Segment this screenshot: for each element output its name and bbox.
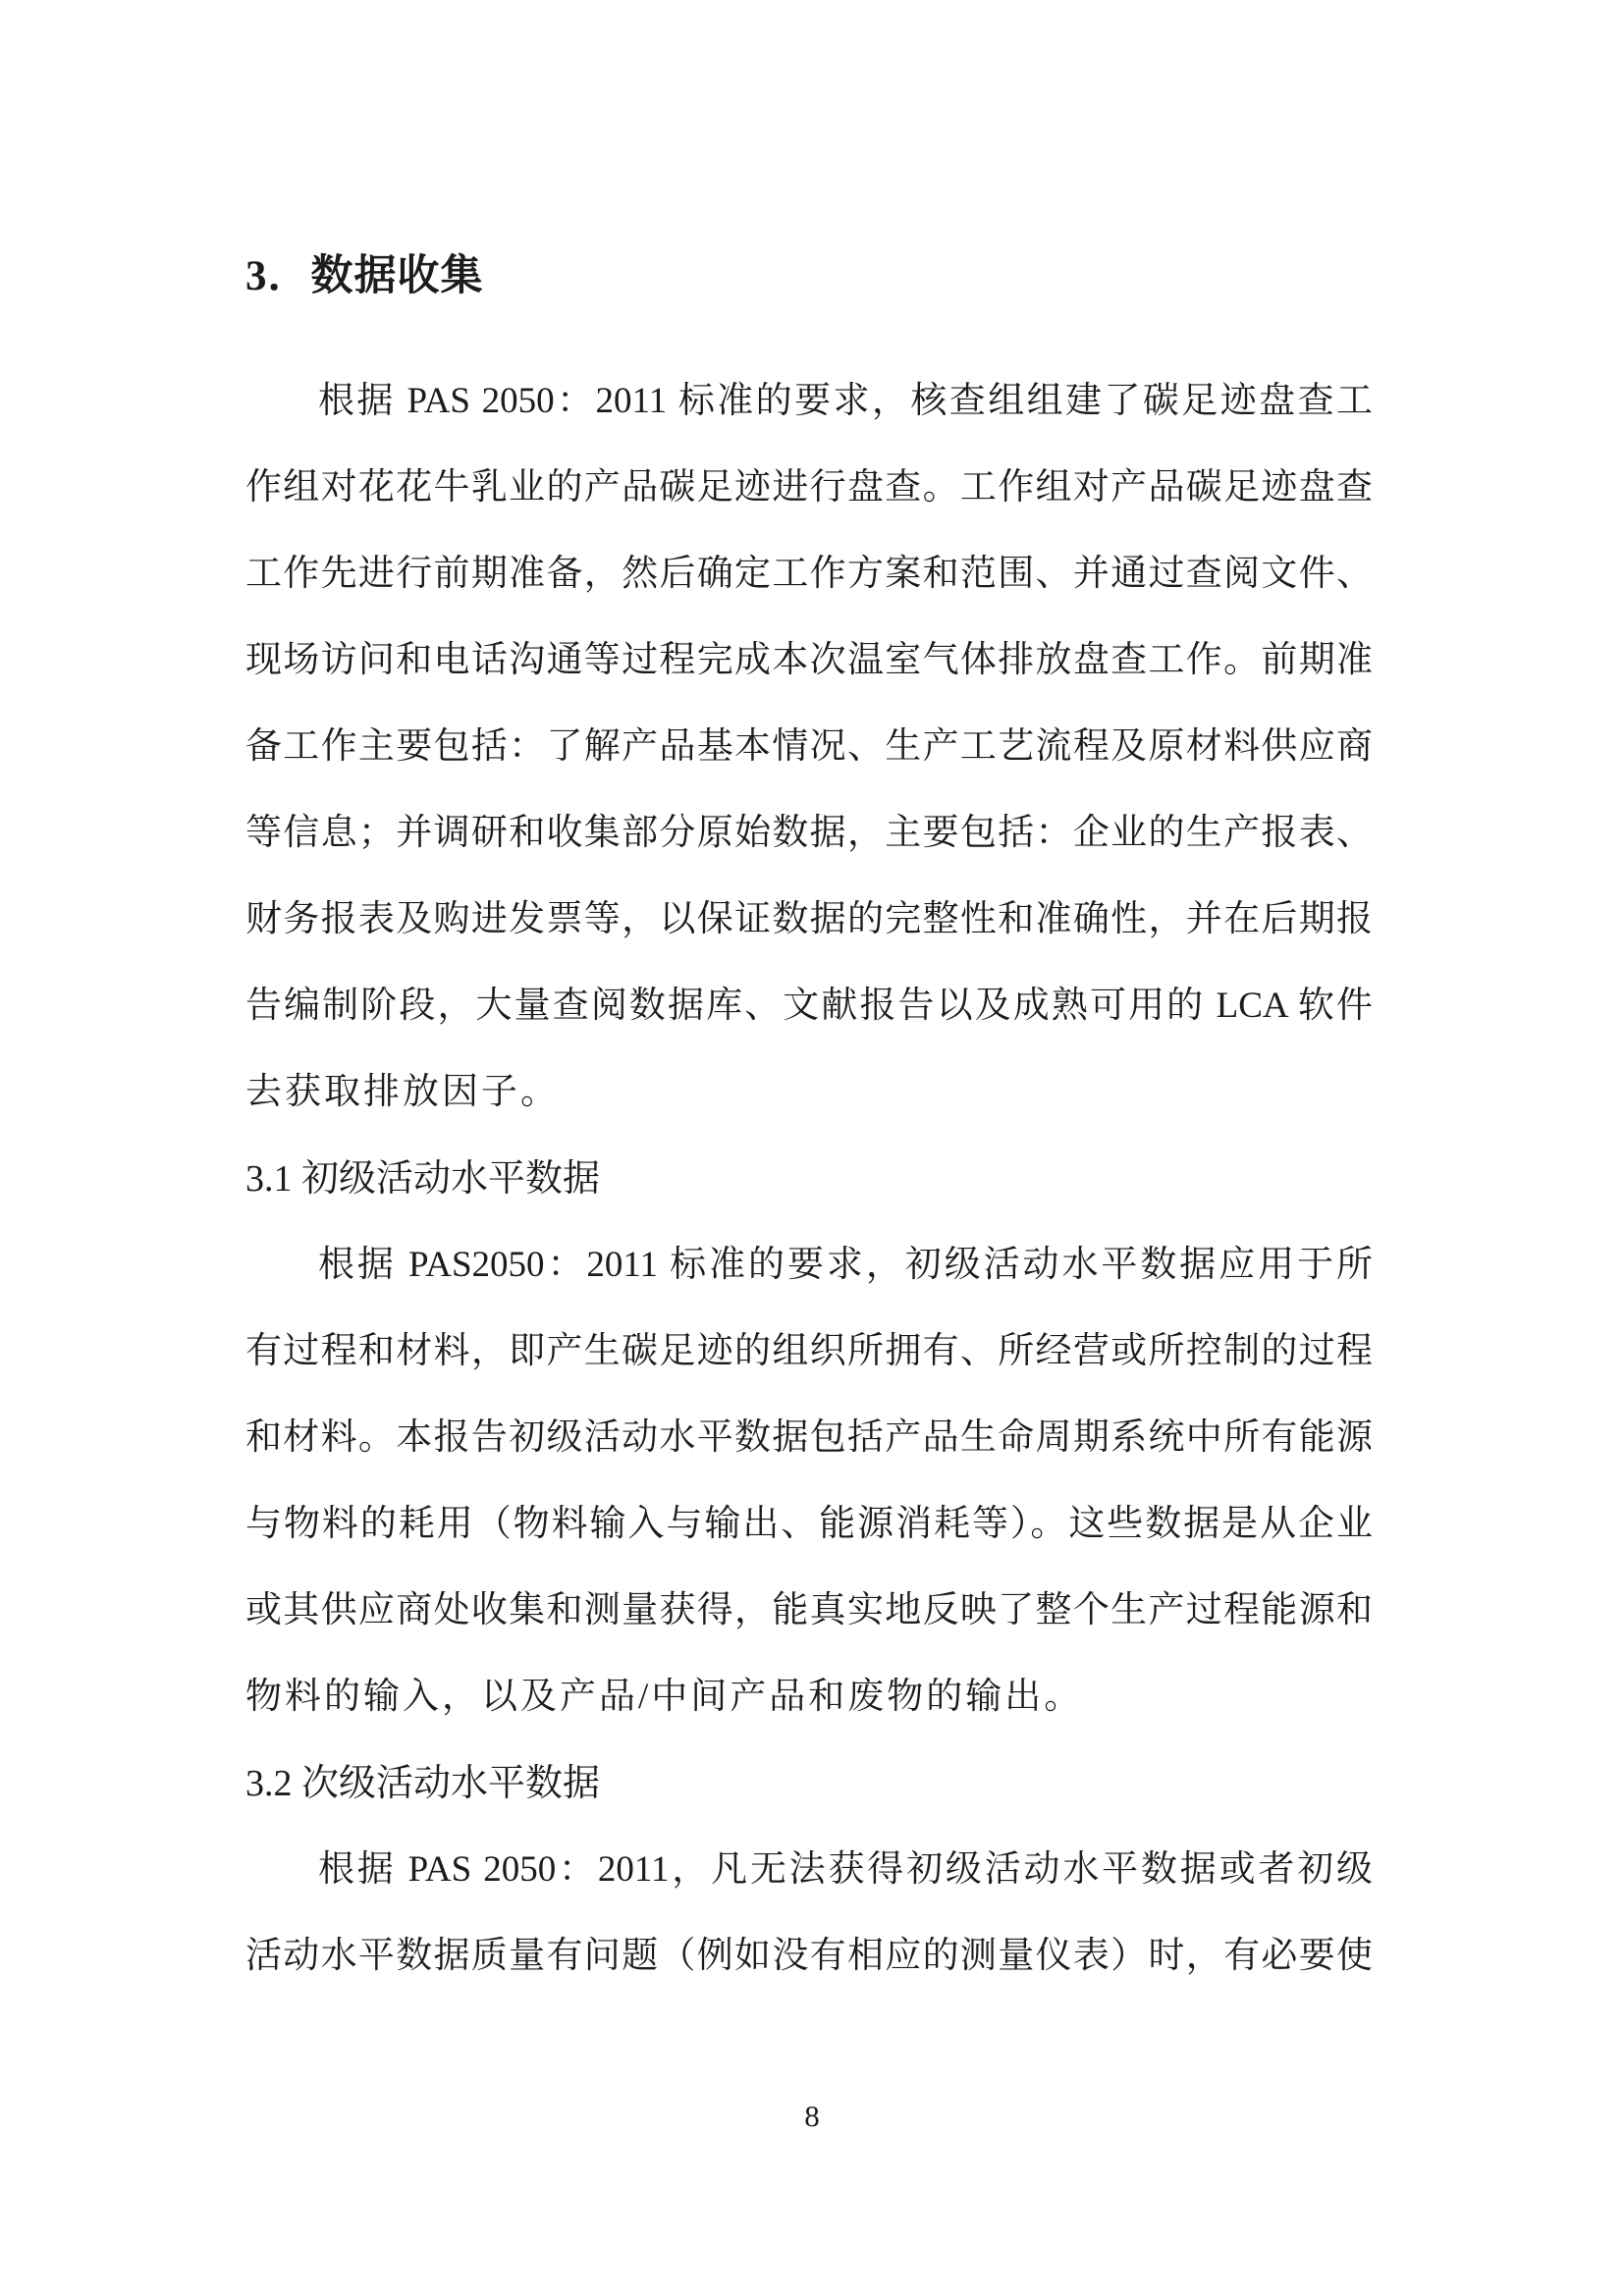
paragraph-2 — [245, 1222, 1373, 1740]
body-line: 去获取排放因子。 — [245, 1072, 560, 1112]
body-line: 根据 PAS 2050：2011，凡无法获得初级活动水平数据或者初级 — [318, 1849, 1373, 1890]
body-line: 现场访问和电话沟通等过程完成本次温室气体排放盘查工作。前期准 — [245, 640, 1373, 680]
body-line: 备工作主要包括：了解产品基本情况、生产工艺流程及原材料供应商 — [245, 726, 1373, 767]
body-line: 等信息；并调研和收集部分原始数据，主要包括：企业的生产报表、 — [245, 813, 1373, 853]
paragraph-1 — [245, 358, 1373, 1136]
body-line: 告编制阶段，大量查阅数据库、文献报告以及成熟可用的 LCA 软件 — [245, 986, 1373, 1026]
body-line: 和材料。本报告初级活动水平数据包括产品生命周期系统中所有能源 — [245, 1417, 1373, 1458]
section-heading-3-2: 3.2 次级活动水平数据 — [245, 1763, 601, 1804]
body-line: 财务报表及购进发票等，以保证数据的完整性和准确性，并在后期报 — [245, 899, 1373, 939]
chapter-heading: 3．数据收集 — [245, 253, 484, 299]
body-line: 根据 PAS 2050：2011 标准的要求，核查组组建了碳足迹盘查工 — [318, 381, 1373, 421]
body-line: 根据 PAS2050：2011 标准的要求，初级活动水平数据应用于所 — [318, 1245, 1373, 1285]
body-line: 或其供应商处收集和测量获得，能真实地反映了整个生产过程能源和 — [245, 1590, 1373, 1630]
body-line: 工作先进行前期准备，然后确定工作方案和范围、并通过查阅文件、 — [245, 554, 1373, 594]
body-line: 活动水平数据质量有问题（例如没有相应的测量仪表）时，有必要使 — [245, 1936, 1373, 1976]
paragraph-3 — [245, 1827, 1373, 2000]
body-line: 与物料的耗用（物料输入与输出、能源消耗等）。这些数据是从企业 — [245, 1504, 1373, 1544]
page-number: 8 — [804, 2099, 820, 2133]
body-line: 有过程和材料，即产生碳足迹的组织所拥有、所经营或所控制的过程 — [245, 1331, 1373, 1371]
body-line: 物料的输入，以及产品/中间产品和废物的输出。 — [245, 1677, 1084, 1717]
body-line: 作组对花花牛乳业的产品碳足迹进行盘查。工作组对产品碳足迹盘查 — [245, 467, 1373, 507]
section-heading-3-1: 3.1 初级活动水平数据 — [245, 1158, 601, 1200]
